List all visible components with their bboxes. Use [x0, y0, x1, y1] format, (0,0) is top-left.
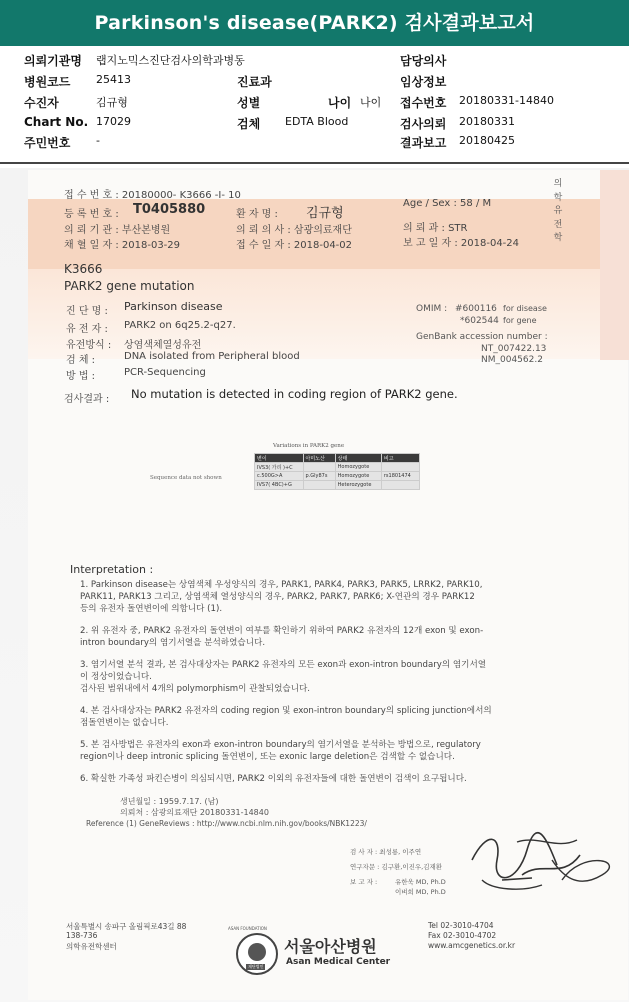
- specimen-label: 검체: [237, 117, 261, 131]
- table-header-row: [255, 454, 420, 463]
- interp-line: region이나 deep intronic splicing 돌연변이, 또는 exonic large deletion은 검색할 수 없습니다.: [80, 752, 455, 762]
- omim-disease: #600116: [455, 304, 497, 314]
- req-item-line: 의 뢰 과 : STR: [403, 223, 468, 234]
- sample-label: 검 체 :: [66, 355, 96, 366]
- chart-value: 17029: [96, 115, 131, 128]
- interp-line: 1. Parkinson disease는 상염색체 우성양식의 경우, PARK1, PARK4, PARK3, PARK5, LRRK2, PARK10,: [80, 580, 483, 590]
- omim-disease-note: for disease: [503, 304, 547, 313]
- table-header-cell: 아미노산: [303, 454, 335, 463]
- side-stamp-band: [600, 170, 629, 360]
- interp-line: 6. 확실한 가족성 파킨슨병이 의심되시면, PARK2 이외의 유전자들에 대한 돌연변이 검색이 요구됩니다.: [80, 774, 467, 784]
- gene-label: 유 전 자 :: [66, 324, 108, 335]
- report-label: 결과보고: [400, 136, 447, 150]
- patient-label: 수진자: [24, 96, 59, 110]
- receipt-no-value: 20180331-14840: [459, 94, 554, 107]
- side-char: 학: [553, 192, 563, 203]
- table-cell: rs1801474: [381, 472, 419, 481]
- gene-value: PARK2 on 6q25.2-q27.: [124, 320, 236, 331]
- table-cell: [303, 463, 335, 472]
- addr-1: 서울특별시 송파구 올림픽로43길 88: [66, 922, 187, 931]
- report-patient-label: 환 자 명 :: [236, 209, 278, 220]
- result-value: No mutation is detected in coding region of PARK2 gene.: [131, 387, 458, 401]
- side-char: 유: [553, 206, 563, 216]
- req-doctor-line: 의 뢰 의 사 : 삼광의료재단: [236, 225, 352, 236]
- genbank-label: GenBank accession number :: [416, 332, 548, 342]
- interp-line: 점돌연변이는 없습니다.: [80, 718, 169, 728]
- interp-title: Interpretation :: [70, 563, 154, 576]
- clinical-label: 임상정보: [400, 75, 447, 89]
- sample-value: DNA isolated from Peripheral blood: [124, 351, 300, 362]
- interp-line: 검사된 범위내에서 4개의 polymorphism이 관찰되었습니다.: [80, 684, 311, 694]
- request-label: 검사의뢰: [400, 117, 447, 131]
- age-value: 나이: [360, 96, 382, 109]
- id-label: 주민번호: [24, 136, 71, 150]
- hospital-name-kr: 서울아산병원: [284, 937, 377, 956]
- tel-line: Tel 02-3010-4704: [428, 921, 494, 930]
- sex-label: 성별: [237, 96, 261, 110]
- table-cell: [381, 463, 419, 472]
- table-cell: IVS7( 4BC)+G: [255, 481, 304, 490]
- table-cell: IVS3( 가리 )+C: [255, 463, 304, 472]
- variation-title: Variations in PARK2 gene: [273, 443, 345, 449]
- inherit-label: 유전방식 :: [66, 340, 112, 351]
- interp-line: intron boundary의 염기서열을 분석하였습니다.: [80, 638, 266, 648]
- org-line: 의 뢰 기 관 : 부산본병원: [64, 225, 171, 236]
- signature-graphic: [462, 820, 612, 900]
- interp-line: 3. 염기서열 분석 결과, 본 검사대상자는 PARK2 유전자의 모든 exon과 exon-intron boundary의 염기서열: [80, 660, 487, 670]
- table-row: [255, 472, 420, 481]
- hospital-code-label: 병원코드: [24, 75, 71, 89]
- side-stamp: [551, 178, 565, 246]
- reg-value: T0405880: [133, 202, 206, 217]
- institution-value: 랩지노믹스진단검사의학과병동: [96, 54, 245, 67]
- interp-line: 이 정상이었습니다.: [80, 672, 152, 682]
- researcher-line: 연구자문 : 김구환,이진우,김재환: [350, 863, 443, 871]
- institution-label: 의뢰기관명: [24, 54, 82, 68]
- age-sex: Age / Sex : 58 / M: [403, 198, 492, 209]
- side-char: 학: [553, 233, 563, 243]
- table-cell: c.500G>A: [255, 472, 304, 481]
- doctor-label: 담당의사: [400, 54, 447, 68]
- web-line: www.amcgenetics.or.kr: [428, 941, 516, 950]
- requester-line: 의뢰처 : 삼광의료재단 20180331-14840: [120, 808, 269, 817]
- interp-line: 등의 유전자 돌연변이에 의함니다 (1).: [80, 604, 223, 614]
- table-cell: Heterozygote: [335, 481, 381, 490]
- recv-date-line: 접 수 일 자 : 2018-04-02: [236, 240, 353, 251]
- interp-line: PARK11, PARK13 그리고, 상염색체 열성양식의 경우, PARK2, PARK7, PARK6; X-연관의 경우 PARK12: [80, 592, 475, 602]
- omim-gene: *602544: [460, 316, 499, 326]
- hospital-code-value: 25413: [96, 73, 131, 86]
- reporter-2: 이벼희 MD, Ph.D: [395, 888, 446, 896]
- header-divider: [0, 162, 629, 164]
- age-label: 나이: [328, 96, 352, 110]
- logo-ring-text: ASAN FOUNDATION: [228, 926, 267, 931]
- reporter-1: 유한욱 MD, Ph.D: [395, 878, 446, 886]
- table-cell: Homozygote: [335, 472, 381, 481]
- patient-info-header: [0, 52, 629, 160]
- request-value: 20180331: [459, 115, 515, 128]
- receipt-no-label: 접수번호: [400, 96, 447, 110]
- side-char: 전: [553, 219, 563, 230]
- test-code: K3666: [64, 262, 103, 276]
- table-cell: p.Gly87s: [303, 472, 335, 481]
- logo-sub-text: 재단법인: [248, 964, 264, 969]
- genbank-1: NT_007422.13: [481, 344, 547, 354]
- patient-value: 김규형: [96, 96, 128, 109]
- table-header-cell: 비고: [381, 454, 419, 463]
- table-cell: [303, 481, 335, 490]
- addr-3: 의학유전학센터: [66, 942, 117, 951]
- table-cell: Homozygote: [335, 463, 381, 472]
- interp-line: 2. 위 유전자 중, PARK2 유전자의 돌연변이 여부를 확인하기 위하여 PARK2 유전자의 12개 exon 및 exon-: [80, 626, 484, 636]
- seq-caption: Sequence data not shown: [150, 475, 222, 481]
- hospital-name-en: Asan Medical Center: [286, 957, 391, 967]
- draw-date-line: 채 혈 일 자 : 2018-03-29: [64, 240, 181, 251]
- receipt-line: 접 수 번 호 : 20180000- K3666 -I- 10: [64, 190, 241, 201]
- birth-line: 생년월일 : 1959.7.17. (남): [120, 797, 219, 806]
- fax-line: Fax 02-3010-4702: [428, 931, 497, 940]
- omim-label: OMIM :: [416, 304, 448, 314]
- side-char: 의: [553, 179, 563, 189]
- report-date-line: 보 고 일 자 : 2018-04-24: [403, 238, 520, 249]
- test-name: PARK2 gene mutation: [64, 279, 195, 293]
- omim-gene-note: for gene: [503, 316, 537, 325]
- variation-table: [254, 453, 420, 490]
- method-value: PCR-Sequencing: [124, 367, 206, 378]
- report-title-banner: [0, 0, 629, 46]
- report-title: Parkinson's disease(PARK2) 검사결과보고서: [94, 12, 535, 34]
- table-header-cell: 상태: [335, 454, 381, 463]
- dx-value: Parkinson disease: [124, 300, 223, 313]
- inherit-value: 상염색체열성유전: [124, 340, 202, 351]
- report-value: 20180425: [459, 134, 515, 147]
- chart-label: Chart No.: [24, 115, 89, 129]
- table-row: [255, 481, 420, 490]
- report-patient-value: 김규형: [306, 206, 344, 221]
- logo-core: [248, 943, 266, 961]
- genbank-2: NM_004562.2: [481, 355, 543, 365]
- specimen-value: EDTA Blood: [285, 115, 349, 128]
- id-value: -: [96, 134, 100, 147]
- interp-line: 5. 본 검사방법은 유전자의 exon과 exon-intron boundary의 염기서열을 분석하는 방법으로, regulatory: [80, 740, 481, 750]
- table-header-cell: 변이: [255, 454, 304, 463]
- method-label: 방 법 :: [66, 371, 96, 382]
- result-label: 검사결과 :: [64, 394, 110, 405]
- dept-label: 진료과: [237, 75, 272, 89]
- table-cell: [381, 481, 419, 490]
- table-row: [255, 463, 420, 472]
- dx-label: 진 단 명 :: [66, 306, 108, 317]
- reporter-label: 보 고 자 :: [350, 878, 378, 886]
- inspector-line: 검 사 자 : 최성룡, 이주연: [350, 848, 422, 856]
- interp-line: 4. 본 검사대상자는 PARK2 유전자의 coding region 및 exon-intron boundary의 splicing junction에서의: [80, 706, 492, 716]
- reference-line: Reference (1) GeneReviews : http://www.ncbi.nlm.nih.gov/books/NBK1223/: [86, 819, 367, 828]
- reg-label: 등 록 번 호 :: [64, 209, 119, 220]
- addr-2: 138-736: [66, 931, 98, 940]
